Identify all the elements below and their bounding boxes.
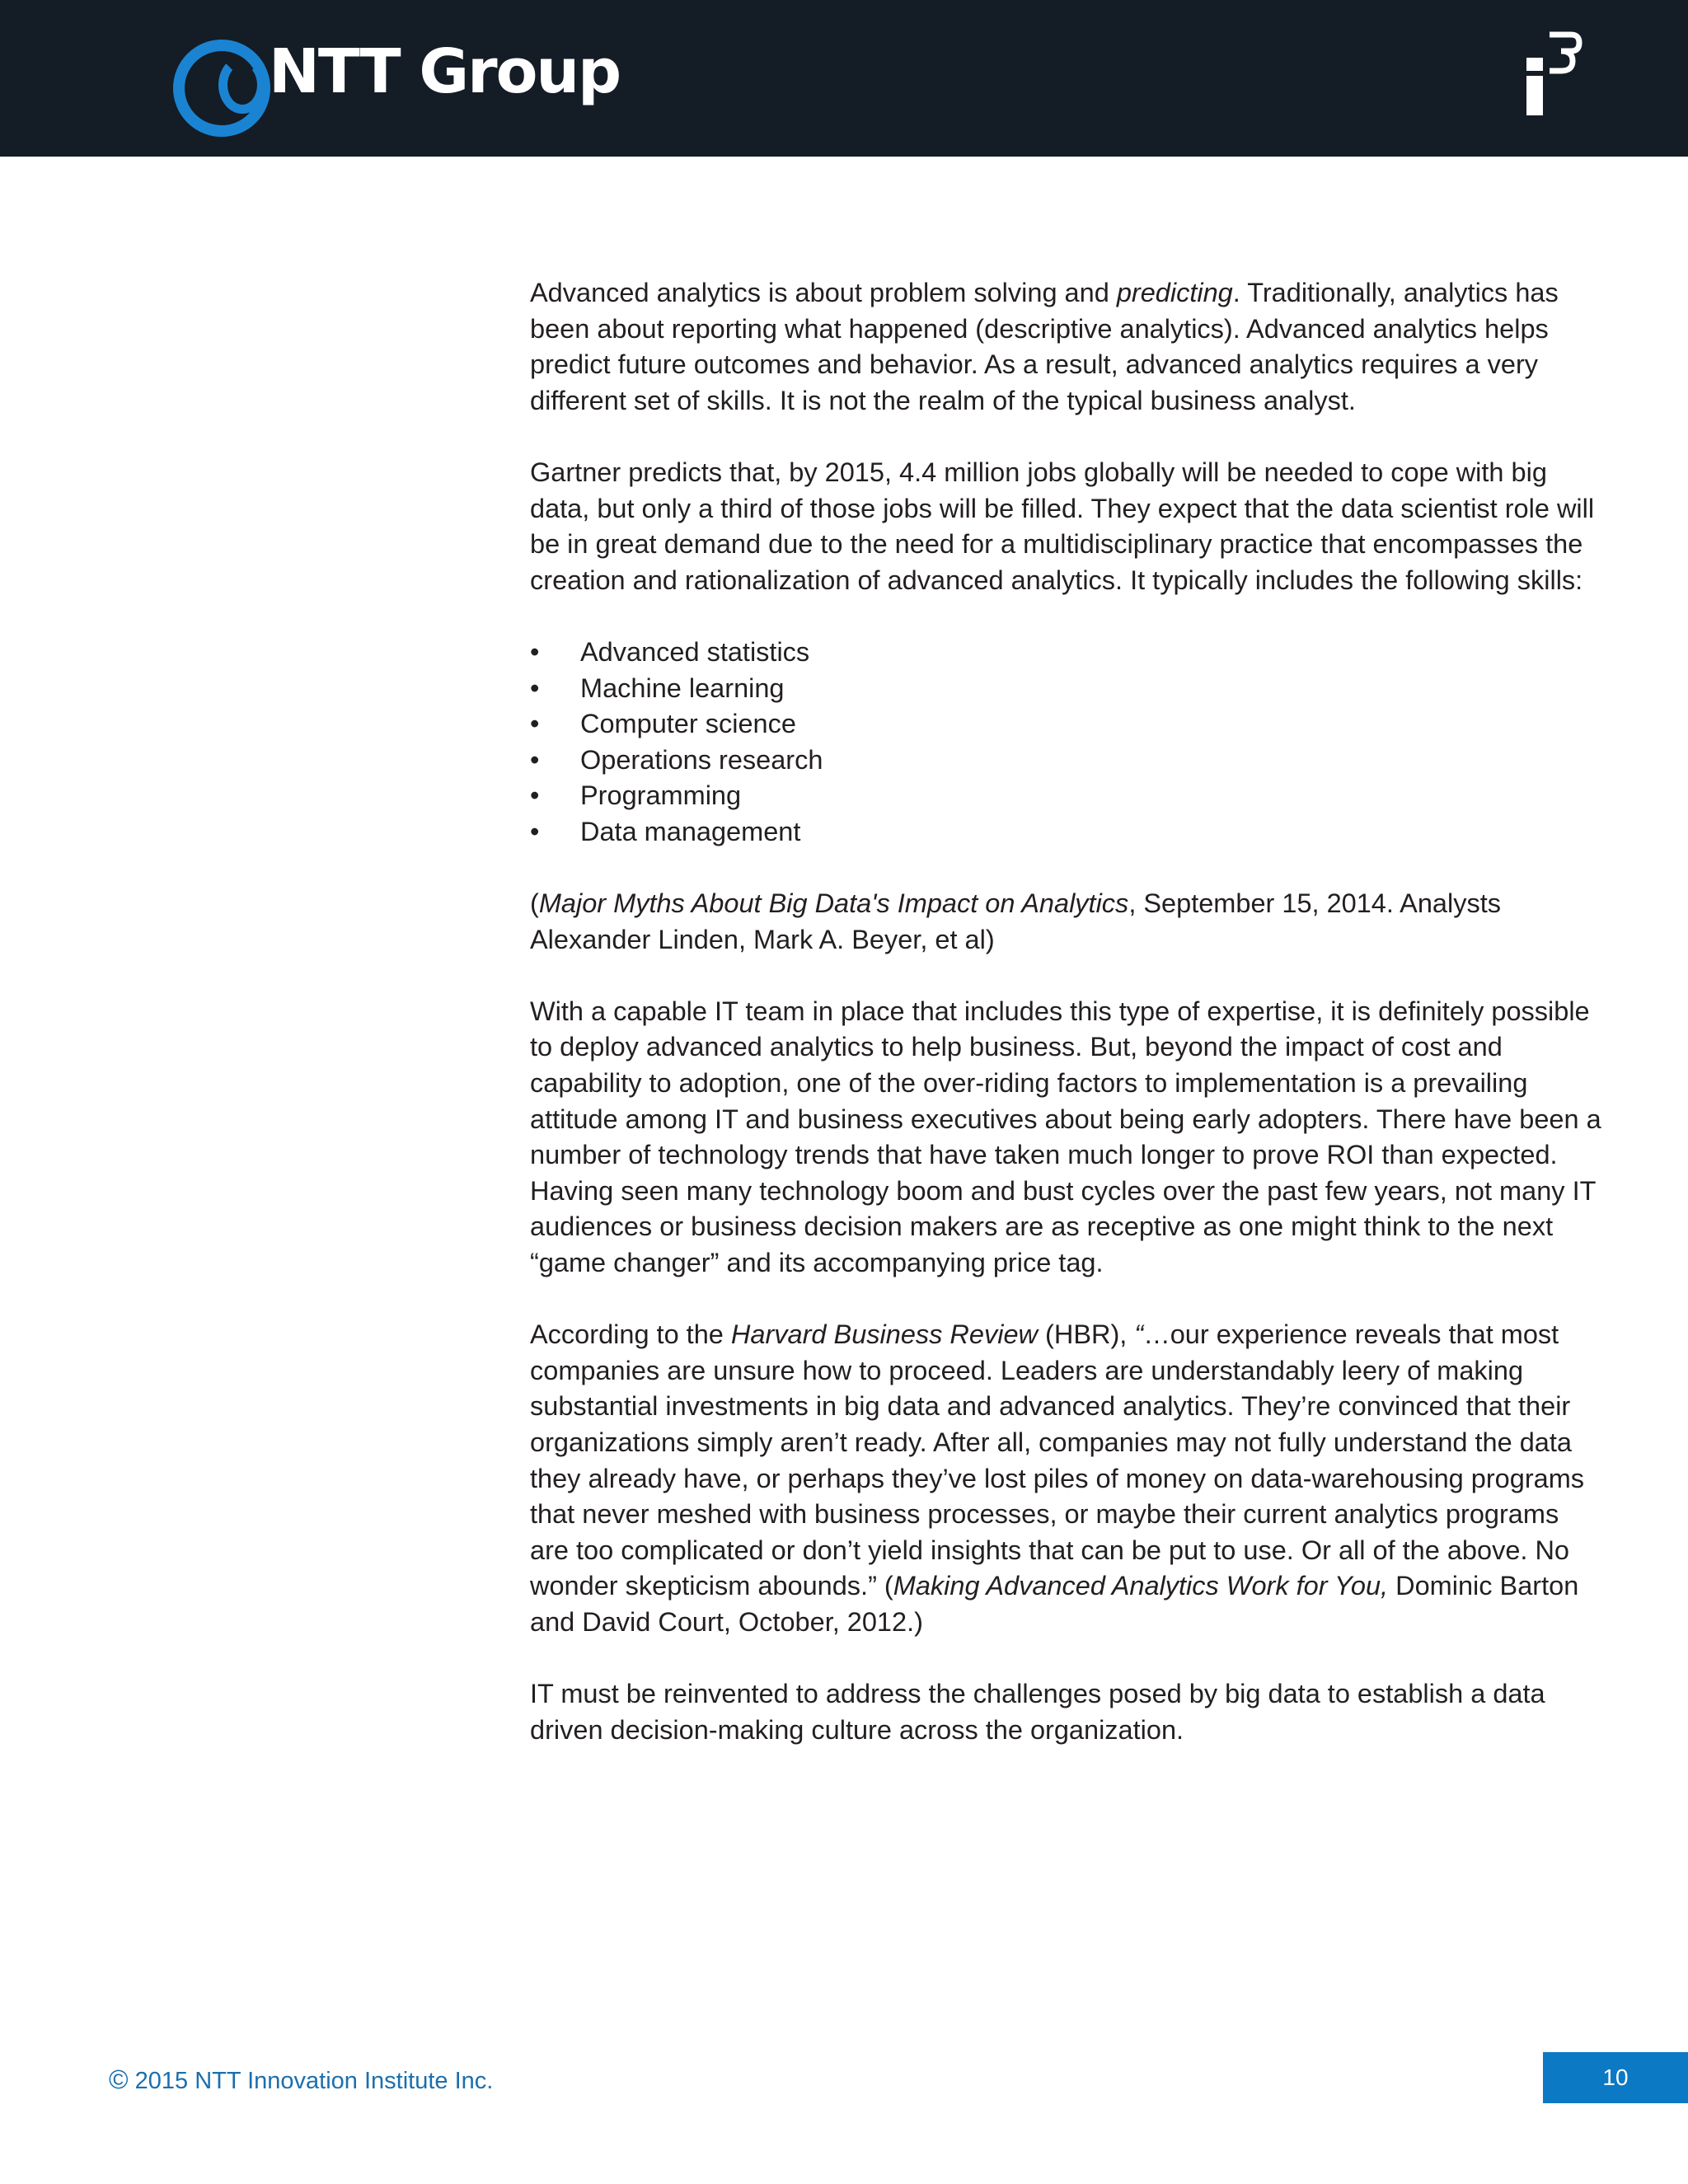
i3-brand-mark-icon <box>1525 30 1582 120</box>
citation-gartner: (Major Myths About Big Data's Impact on Analytics, September 15, 2014. Analysts Alexander Linden, Mark A. Beyer, et al) <box>530 888 1501 954</box>
paragraph-conclusion: IT must be reinvented to address the challenges posed by big data to establish a data driven decision-making culture across the organization. <box>530 1679 1545 1745</box>
list-item: • Operations research <box>530 743 1601 779</box>
paragraph-advanced-analytics: Advanced analytics is about problem solving and predicting. Traditionally, analytics has been about reporting what happened (descriptive analytics). Advanced analytics helps predict future outcomes and behavior. As a result, advanced analytics requires a very different set of skills. It is not the realm of the typical business analyst. <box>530 278 1559 415</box>
list-item: • Data management <box>530 814 1601 851</box>
ntt-group-logo-text: NTT Group <box>269 36 621 107</box>
footer-copyright <box>109 2064 493 2095</box>
page-number: 10 <box>1543 2052 1688 2103</box>
copyright-symbol: © <box>109 2064 129 2094</box>
page-header <box>0 0 1688 157</box>
paragraph-hbr-quote: According to the Harvard Business Review (HBR), “…our experience reveals that most companies are unsure how to proceed. Leaders are understandably leery of making substantial investments in big data and advanced analytics. They’re convinced that their organizations simply aren’t ready. After all, companies may not fully understand the data they already have, or perhaps they’ve lost piles of money on data-warehousing programs that never meshed with business processes, or maybe their current analytics programs are too complicated or don’t yield insights that can be put to use. Or all of the above. No wonder skepticism abounds.” (Making Advanced Analytics Work for You, Dominic Barton and David Court, October, 2012.) <box>530 1319 1585 1637</box>
paragraph-gartner: Gartner predicts that, by 2015, 4.4 million jobs globally will be needed to cope with big data, but only a third of those jobs will be filled. They expect that the data scientist role will be in great demand due to the need for a multidisciplinary practice that encompasses the creation and rationalization of advanced analytics. It typically includes the following skills: <box>530 457 1595 595</box>
ntt-ring-logo-icon <box>173 40 270 137</box>
list-item: • Advanced statistics <box>530 635 1601 671</box>
skills-list <box>530 635 1601 851</box>
list-item: • Machine learning <box>530 671 1601 707</box>
list-item: • Computer science <box>530 706 1601 743</box>
copyright-text: 2015 NTT Innovation Institute Inc. <box>128 2068 494 2094</box>
article-body <box>530 275 1601 1784</box>
list-item: • Programming <box>530 778 1601 814</box>
paragraph-it-team: With a capable IT team in place that includes this type of expertise, it is definitely possible to deploy advanced analytics to help business. But, beyond the impact of cost and capability to adoption, one of the over-riding factors to implementation is a prevailing attitude among IT and business executives about being early adopters. There have been a number of technology trends that have taken much longer to prove ROI than expected. Having seen many technology boom and bust cycles over the past few years, not many IT audiences or business decision makers are as receptive as one might think to the next “game changer” and its accompanying price tag. <box>530 996 1601 1278</box>
